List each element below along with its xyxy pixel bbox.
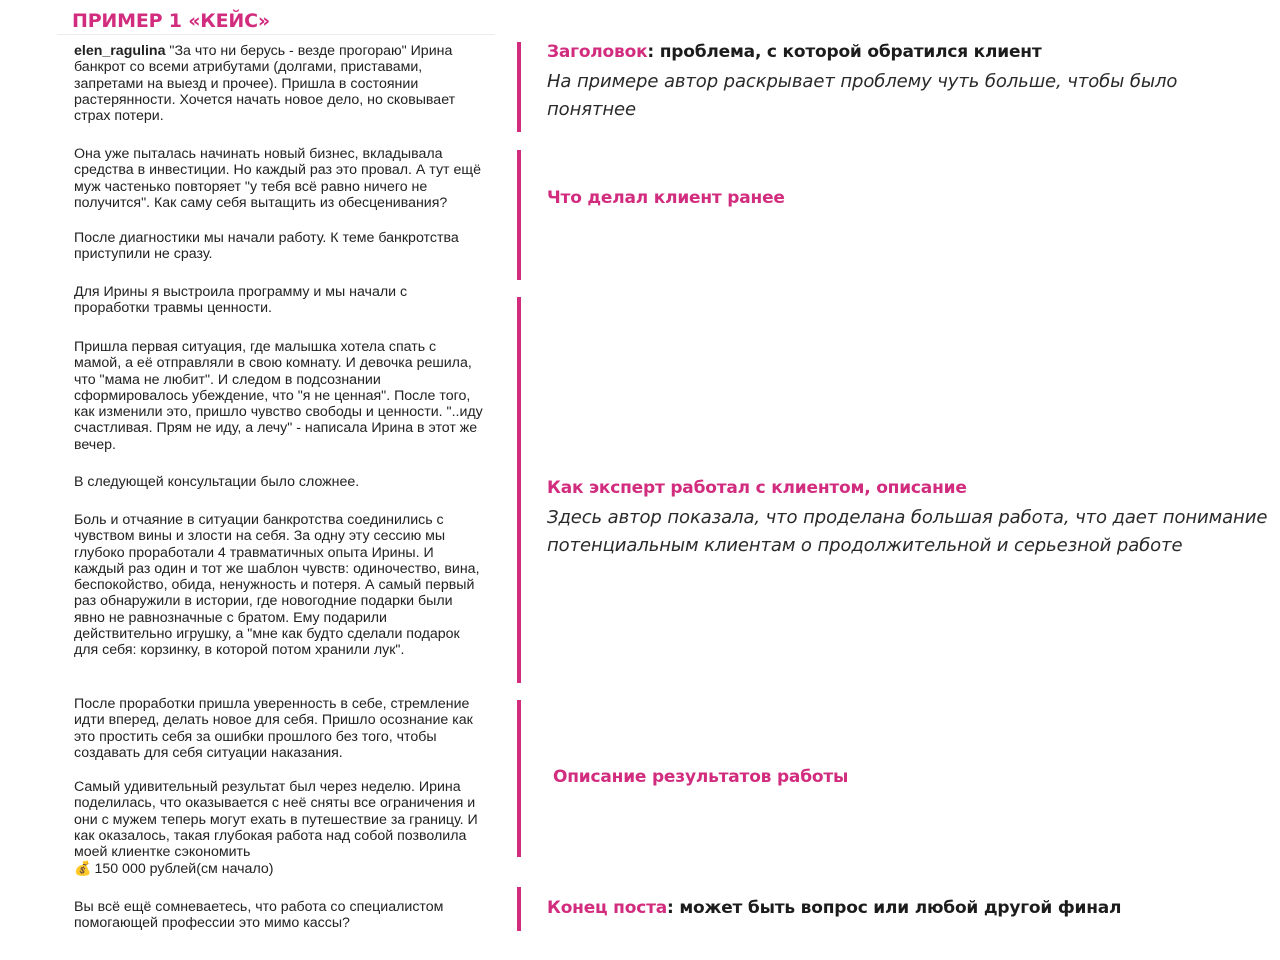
money-bag-icon: 💰 — [74, 860, 92, 877]
annotation-label: Как эксперт работал с клиентом, описание — [547, 478, 967, 498]
savings-amount: 150 000 рублей(см начало) — [94, 861, 274, 878]
annotation-label: Заголовок — [547, 42, 648, 62]
section-bar-previous — [517, 150, 521, 280]
post-paragraph-intro — [74, 43, 484, 124]
annotation-description: Здесь автор показала, что проделана большая работа, что дает понимание потенциальным клиентам о продолжительной и серьезной работе — [547, 507, 1268, 556]
page-title: ПРИМЕР 1 «КЕЙС» — [72, 10, 270, 32]
section-bar-headline — [517, 42, 521, 132]
post-text: Вы всё ещё сомневаетесь, что работа со специалистом помогающей профессии это мимо кассы? — [74, 899, 444, 932]
post-text: "За что ни берусь - везде прогораю" Ирина банкрот со всеми атрибутами (долгами, приставами, запретами на выезд и прочее). Пришла в состоянии растерянности. Хочется начать новое дело, но сковывает страх потери. — [74, 43, 456, 125]
post-paragraph-result — [74, 779, 484, 878]
post-text: После проработки пришла уверенность в себе, стремление идти вперед, делать новое для себя. Пришло осознание как это простить себя за ошибки прошлого без того, чтобы создавать для себя ситуации наказания. — [74, 696, 473, 761]
section-bar-results — [517, 700, 521, 857]
post-text: Для Ирины я выстроила программу и мы начали с проработки травмы ценности. — [74, 284, 408, 317]
post-text: Боль и отчаяние в ситуации банкротства соединились с чувством вины и злости на себя. За одну эту сессию мы глубоко проработали 4 травматичных опыта Ирины. И каждый раз один и тот же шаблон чувств: одиночество, вина, беспокойство, обида, ненужность и потеря. А самый первый раз обнаружили в истории, где новогодние подарки были явно не равнозначные с братом. Ему подарили действительно игрушку, а "мне как будто сделали подарок для себя: корзинку, в которой потом хранили лук". — [74, 512, 480, 659]
post-text: Самый удивительный результат был через неделю. Ирина поделилась, что оказывается с неё сняты все ограничения и они с мужем теперь могут ехать в путешествие за границу. И как оказалось, такая глубокая работа над собой позволила моей клиентке сэкономить — [74, 779, 478, 861]
post-paragraph-first-situation — [74, 339, 484, 453]
annotation-previous — [547, 188, 785, 208]
post-text: Пришла первая ситуация, где малышка хотела спать с мамой, а её отправляли в свою комнату. И девочка решила, что "мама не любит". И следом в подсознании сформировалось убеждение, что "я не ценная". После того, как изменили это, пришло чувство свободы и ценности. "..иду счастливая. Прям не иду, а лечу" - написала Ирина в этот же вечер. — [74, 339, 483, 453]
section-bar-ending — [517, 887, 521, 931]
annotation-suffix: : может быть вопрос или любой другой финал — [667, 898, 1122, 918]
annotation-process — [547, 478, 1280, 560]
post-paragraph-diagnostics — [74, 230, 484, 263]
annotation-label: Конец поста — [547, 898, 667, 918]
annotation-label: Описание результатов работы — [553, 767, 849, 787]
post-paragraph-previous — [74, 146, 484, 211]
post-text: Она уже пыталась начинать новый бизнес, вкладывала средства в инвестиции. Но каждый раз это провал. А тут ещё муж частенько повторяет "у тебя всё равно ничего не получится". Как саму себя вытащить из обесценивания? — [74, 146, 481, 211]
annotation-description: На примере автор раскрывает проблему чуть больше, чтобы было понятнее — [547, 71, 1178, 120]
annotation-ending-title — [547, 898, 1121, 918]
post-text: После диагностики мы начали работу. К теме банкротства приступили не сразу. — [74, 230, 459, 263]
post-username[interactable]: elen_ragulina — [74, 43, 166, 59]
post-paragraph-pain — [74, 512, 484, 659]
post-paragraph-next-consultation — [74, 474, 484, 490]
post-paragraph-final-question — [74, 899, 484, 932]
section-bar-process — [517, 297, 521, 683]
annotation-results — [553, 767, 848, 787]
post-paragraph-after-work — [74, 696, 484, 761]
post-text: В следующей консультации было сложнее. — [74, 474, 360, 490]
annotation-headline — [547, 42, 1227, 124]
post-paragraph-program — [74, 284, 484, 317]
annotation-ending — [547, 898, 1121, 918]
annotation-headline-title — [547, 42, 1227, 62]
divider — [57, 34, 495, 35]
annotation-suffix: : проблема, с которой обратился клиент — [647, 42, 1042, 62]
annotation-label: Что делал клиент ранее — [547, 188, 785, 208]
